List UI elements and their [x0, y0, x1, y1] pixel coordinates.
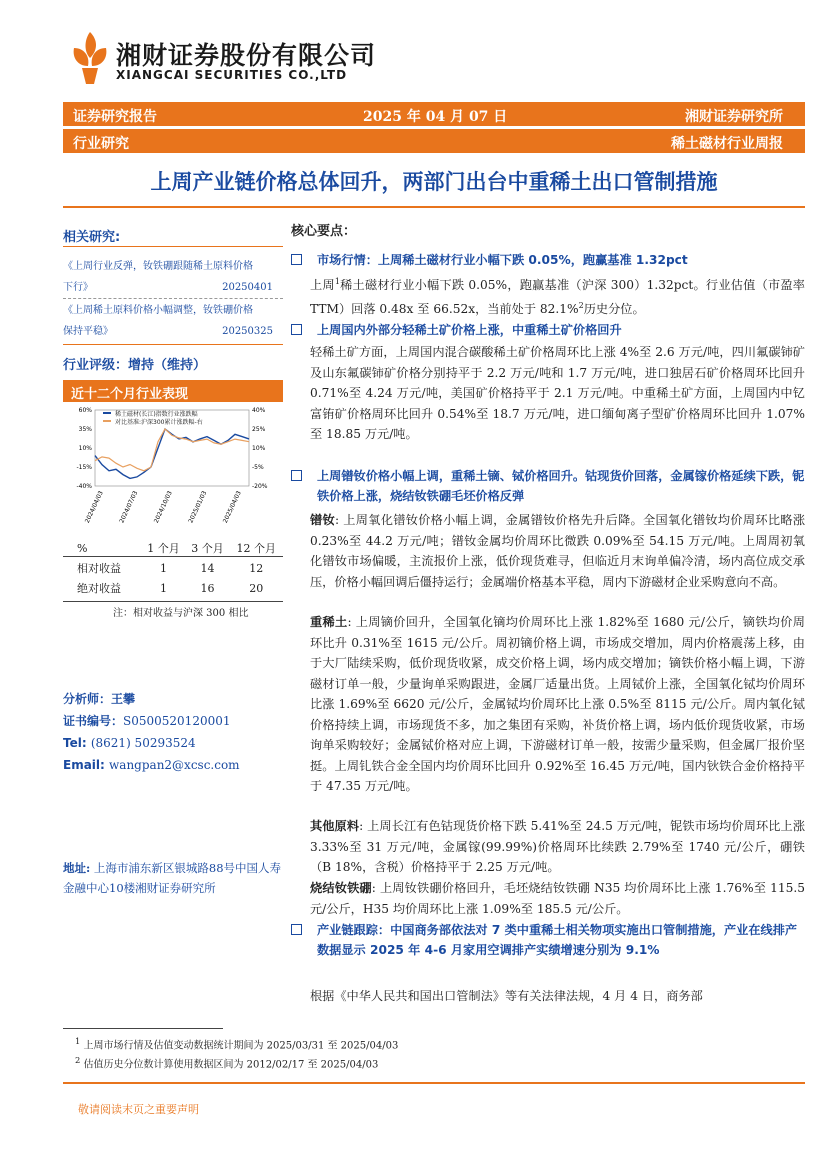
- xtick: 2024/07/03: [118, 489, 140, 525]
- para-ore: 轻稀土矿方面，上周国内混合碳酸稀土矿价格周环比上涨 4%至 2.6 万元/吨，四川氟碳铈矿及山东氟碳铈矿价格分别持平于 2.2 万元/吨和 1.7 万元/吨，进口独居石矿价格周环比回升 0.71%至 4.24 万元/吨，美国矿价格持平于 2.1 万元/吨。中重稀土矿方面，上周国内中钇富铕矿价格周环比回升 0.54%至 18.7 万元/吨，进口缅甸离子型矿价格周环比回升 1.07%至 18.85 万元/吨。: [310, 345, 805, 441]
- table-row: 相对收益 1 14 12: [77, 561, 264, 575]
- address-text: 上海市浦东新区银城路88号中国人寿金融中心10楼湘财证券研究所: [63, 861, 282, 895]
- ytick-right: 10%: [252, 445, 266, 452]
- related-item-1: 《上周行业反弹，钕铁硼跟随稀土原料价格 下行》 20250401: [63, 261, 273, 293]
- footer-rule: [63, 1082, 805, 1084]
- cert-number: S0500520120001: [123, 714, 231, 728]
- para-other: 其他原料: 上周长江有色钴现货价格下跌 5.41%至 24.5 万元/吨，铌铁市场均价周环比上涨 3.33%至 31 万元/吨，金属镓(99.99%)价格周环比续跌 2.79%至 1740 元/公斤，硼铁（B 18%，含税）价格持平于 2.25 万元/吨。: [310, 819, 806, 874]
- ytick-left: -40%: [76, 483, 92, 490]
- footnote-1: $^1$ 上周市场行情及估值变动数据统计期间为 2025/03/31 至 2025/04/03: [75, 1036, 399, 1052]
- analyst-email[interactable]: wangpan2@xcsc.com: [109, 758, 240, 772]
- research-type: 行业研究: [73, 136, 129, 152]
- para-market: 上周$^1$稀土磁材行业小幅下跌 0.05%，跑赢基准（沪深 300）1.32pct。行业估值（市盈率 TTM）回落 0.48x 至 66.52x，当前处于 82.1%$^2$历史分位。: [310, 277, 805, 316]
- bullet-market: 市场行情：上周稀土磁材行业小幅下跌 0.05%，跑赢基准 1.32pct: [291, 250, 805, 270]
- para-chain: 根据《中华人民共和国出口管制法》等有关法律法规，4 月 4 日，商务部: [310, 989, 703, 1003]
- perf-heading: 近十二个月行业表现: [63, 380, 283, 402]
- related-rule: [63, 246, 283, 247]
- report-date: 2025 年 04 月 07 日: [363, 109, 508, 125]
- report-series: 稀土磁材行业周报: [671, 136, 783, 152]
- bullet-ore: 上周国内外部分轻稀土矿价格上涨，中重稀土矿价格回升: [291, 320, 805, 340]
- related-heading: 相关研究:: [63, 230, 121, 245]
- para-prnd: 镨钕: 上周氧化镨钕价格小幅上调，金属镨钕价格先升后降。全国氧化镨钕均价周环比略涨 0.23%至 44.2 万元/吨；镨钕金属均价周环比微跌 0.09%至 54.15 万元/吨。上周周初氧化镨钕市场偏暖，主流报价上涨，低价现货难寻，但临近月末询单偏冷清，场内高位成交承压，价格小幅回调后僵持运行；金属端价格基本平稳，周内下游磁材企业采购意向不高。: [310, 513, 806, 589]
- analyst-tel: (8621) 50293524: [90, 736, 196, 750]
- related-item-2: 《上周稀土原料价格小幅调整，钕铁硼价格 保持平稳》 20250325: [63, 305, 273, 337]
- legend-series-2: 对比基准:沪深300累计涨跌幅-右: [115, 419, 203, 426]
- header-bar: [63, 102, 805, 126]
- institute-name: 湘财证券研究所: [685, 109, 783, 125]
- brand-name-en: XIANGCAI SECURITIES CO.,LTD: [116, 68, 348, 82]
- xtick: 2025/01/03: [187, 489, 209, 525]
- table-row: 绝对收益 1 16 20: [77, 581, 264, 595]
- ytick-left: 60%: [78, 407, 92, 414]
- legend-series-1: 稀土磁材(长江)指数行业涨跌幅: [115, 411, 198, 418]
- analyst-name: 王攀: [111, 692, 136, 706]
- subheader-bar: [63, 129, 805, 153]
- page-title: 上周产业链价格总体回升，两部门出台中重稀土出口管制措施: [150, 170, 718, 194]
- perf-chart: [63, 404, 283, 534]
- ytick-right: -20%: [252, 483, 268, 490]
- perf-note: 注：相对收益与沪深 300 相比: [113, 608, 249, 619]
- xtick: 2024/04/03: [83, 489, 105, 525]
- ytick-right: 40%: [252, 407, 266, 414]
- ytick-right: 25%: [252, 426, 266, 433]
- industry-rating: 行业评级：增持（维持）: [63, 358, 207, 373]
- footer-disclaimer[interactable]: 敬请阅读末页之重要声明: [78, 1103, 199, 1116]
- address-block: 地址: 上海市浦东新区银城路88号中国人寿金融中心10楼湘财证券研究所: [63, 861, 282, 895]
- report-type: 证券研究报告: [73, 109, 157, 125]
- table-row: % 1 个月 3 个月 12 个月: [77, 541, 276, 555]
- bullet-prices: 上周镨钕价格小幅上调，重稀土镝、铽价格回升。钴现货价回落，金属镓价格延续下跌，铌铁价格上涨，烧结钕铁硼毛坯价格反弹: [291, 466, 805, 506]
- footnote-2: $^2$ 估值历史分位数计算使用数据区间为 2012/02/17 至 2025/04/03: [75, 1055, 379, 1071]
- para-heavy: 重稀土: 上周镝价回升，全国氧化镝均价周环比上涨 1.82%至 1680 元/公斤，镝铁均价周环比升 0.31%至 1615 元/公斤。周初镝价格上调，市场成交增加，周内价格震荡上移，由于大厂陆续采购，低价现货收紧，成交价格上调，场内成交增加；镝铁价格小幅上调，下游磁材订单一般，少量询单采购跟进，金属厂适量出货。上周铽价上涨，全国氧化铽均价周环比涨 1.69%至 6620 元/公斤，金属铽均价周环比上涨 0.5%至 8115 元/公斤。周内氧化铽价格持续上调，市场现货不多，加之集团有采购，补货价格上调，场内低价现货收紧，市场询单采购较好；金属铽价格对应上调，下游磁材订单一般，按需少量采购，但金属厂报价坚挺。上周钆铁合金全国内均价周环比回升 0.92%至 16.45 万元/吨，国内钬铁合金价格持平于 47.35 万元/吨。: [310, 615, 805, 793]
- title-rule: [63, 206, 805, 208]
- xtick: 2024/10/03: [152, 489, 174, 525]
- ytick-left: 10%: [78, 445, 92, 452]
- perf-table: [63, 538, 283, 598]
- ytick-right: -5%: [252, 464, 264, 471]
- ytick-left: -15%: [76, 464, 92, 471]
- xtick: 2025/04/03: [221, 489, 243, 525]
- analyst-block: 分析师：王攀 证书编号：S0500520120001 Tel: (8621) 50293524 Email: wangpan2@xcsc.com: [63, 692, 240, 772]
- bullet-chain: 产业链跟踪：中国商务部依法对 7 类中重稀土相关物项实施出口管制措施，产业在线排产数据显示 2025 年 4-6 月家用空调排产实绩增速分别为 9.1%: [291, 920, 805, 960]
- ytick-left: 35%: [78, 426, 92, 433]
- para-ndfeb: 烧结钕铁硼: 上周钕铁硼价格回升，毛坯烧结钕铁硼 N35 均价周环比上涨 1.76%至 115.5 元/公斤，H35 均价周环比上涨 1.09%至 185.5 元/公斤。: [310, 881, 806, 916]
- brand-name-cn: 湘财证券股份有限公司: [116, 41, 377, 70]
- xiangcai-logo-icon: [68, 30, 112, 86]
- core-heading: 核心要点：: [291, 224, 357, 239]
